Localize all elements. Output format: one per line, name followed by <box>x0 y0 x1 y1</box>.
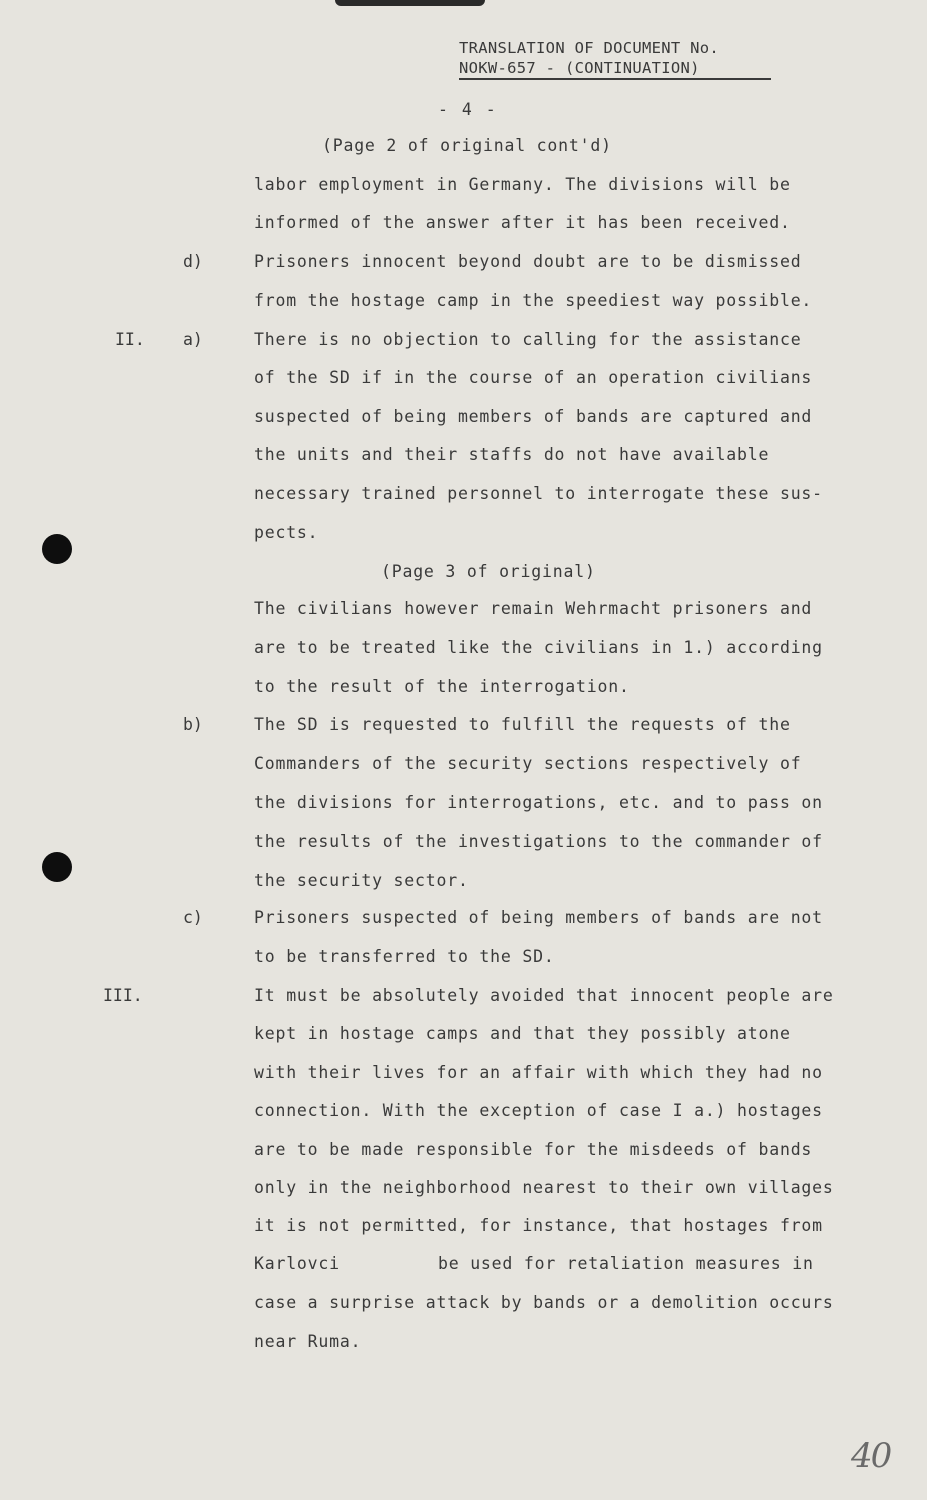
body-line: informed of the answer after it has been received. <box>254 213 791 232</box>
body-line: from the hostage camp in the speediest way possible. <box>254 291 813 310</box>
item-label-a: a) <box>183 330 203 349</box>
item-label-c: c) <box>183 908 203 927</box>
body-line: necessary trained personnel to interrogate these sus- <box>254 484 823 503</box>
body-line: There is no objection to calling for the assistance <box>254 330 802 349</box>
body-line: case a surprise attack by bands or a demolition occurs <box>254 1293 834 1312</box>
body-line: to the result of the interrogation. <box>254 677 630 696</box>
document-header-title: TRANSLATION OF DOCUMENT No. <box>459 39 720 57</box>
body-line: connection. With the exception of case I a.) hostages <box>254 1101 823 1120</box>
body-line: the divisions for interrogations, etc. and to pass on <box>254 793 823 812</box>
body-line: it is not permitted, for instance, that hostages from <box>254 1216 823 1235</box>
item-label-d: d) <box>183 252 203 271</box>
punch-hole <box>42 852 72 882</box>
body-line: The civilians however remain Wehrmacht prisoners and <box>254 599 813 618</box>
header-underline <box>459 78 771 80</box>
body-line: of the SD if in the course of an operation civilians <box>254 368 813 387</box>
body-line: to be transferred to the SD. <box>254 947 555 966</box>
handwritten-page-number: 40 <box>851 1436 891 1476</box>
section-label-III: III. <box>103 986 143 1005</box>
continuation-note: (Page 2 of original cont'd) <box>322 136 612 155</box>
body-line: labor employment in Germany. The divisions will be <box>254 175 791 194</box>
body-line: suspected of being members of bands are captured and <box>254 407 813 426</box>
body-line: are to be treated like the civilians in 1.) according <box>254 638 823 657</box>
body-line: The SD is requested to fulfill the requests of the <box>254 715 791 734</box>
body-line: It must be absolutely avoided that innocent people are <box>254 986 834 1005</box>
body-line: the results of the investigations to the commander of <box>254 832 823 851</box>
page3-note: (Page 3 of original) <box>381 562 596 581</box>
body-line: pects. <box>254 523 319 542</box>
place-name: Karlovci <box>254 1254 340 1273</box>
body-line: kept in hostage camps and that they possibly atone <box>254 1024 791 1043</box>
punch-hole <box>42 534 72 564</box>
body-line: Commanders of the security sections respectively of <box>254 754 802 773</box>
document-header-subtitle: NOKW-657 - (CONTINUATION) <box>459 59 700 77</box>
item-label-b: b) <box>183 715 203 734</box>
page-number: - 4 - <box>438 100 498 119</box>
body-line: Prisoners innocent beyond doubt are to be dismissed <box>254 252 802 271</box>
body-line: the security sector. <box>254 871 469 890</box>
binding-mark <box>335 0 485 6</box>
body-line: be used for retaliation measures in <box>438 1254 814 1273</box>
section-label-II: II. <box>115 330 145 349</box>
body-line: the units and their staffs do not have available <box>254 445 770 464</box>
body-line: Prisoners suspected of being members of bands are not <box>254 908 823 927</box>
body-line: only in the neighborhood nearest to their own villages <box>254 1178 834 1197</box>
body-line: are to be made responsible for the misdeeds of bands <box>254 1140 813 1159</box>
body-line: with their lives for an affair with which they had no <box>254 1063 823 1082</box>
body-line: near Ruma. <box>254 1332 362 1351</box>
